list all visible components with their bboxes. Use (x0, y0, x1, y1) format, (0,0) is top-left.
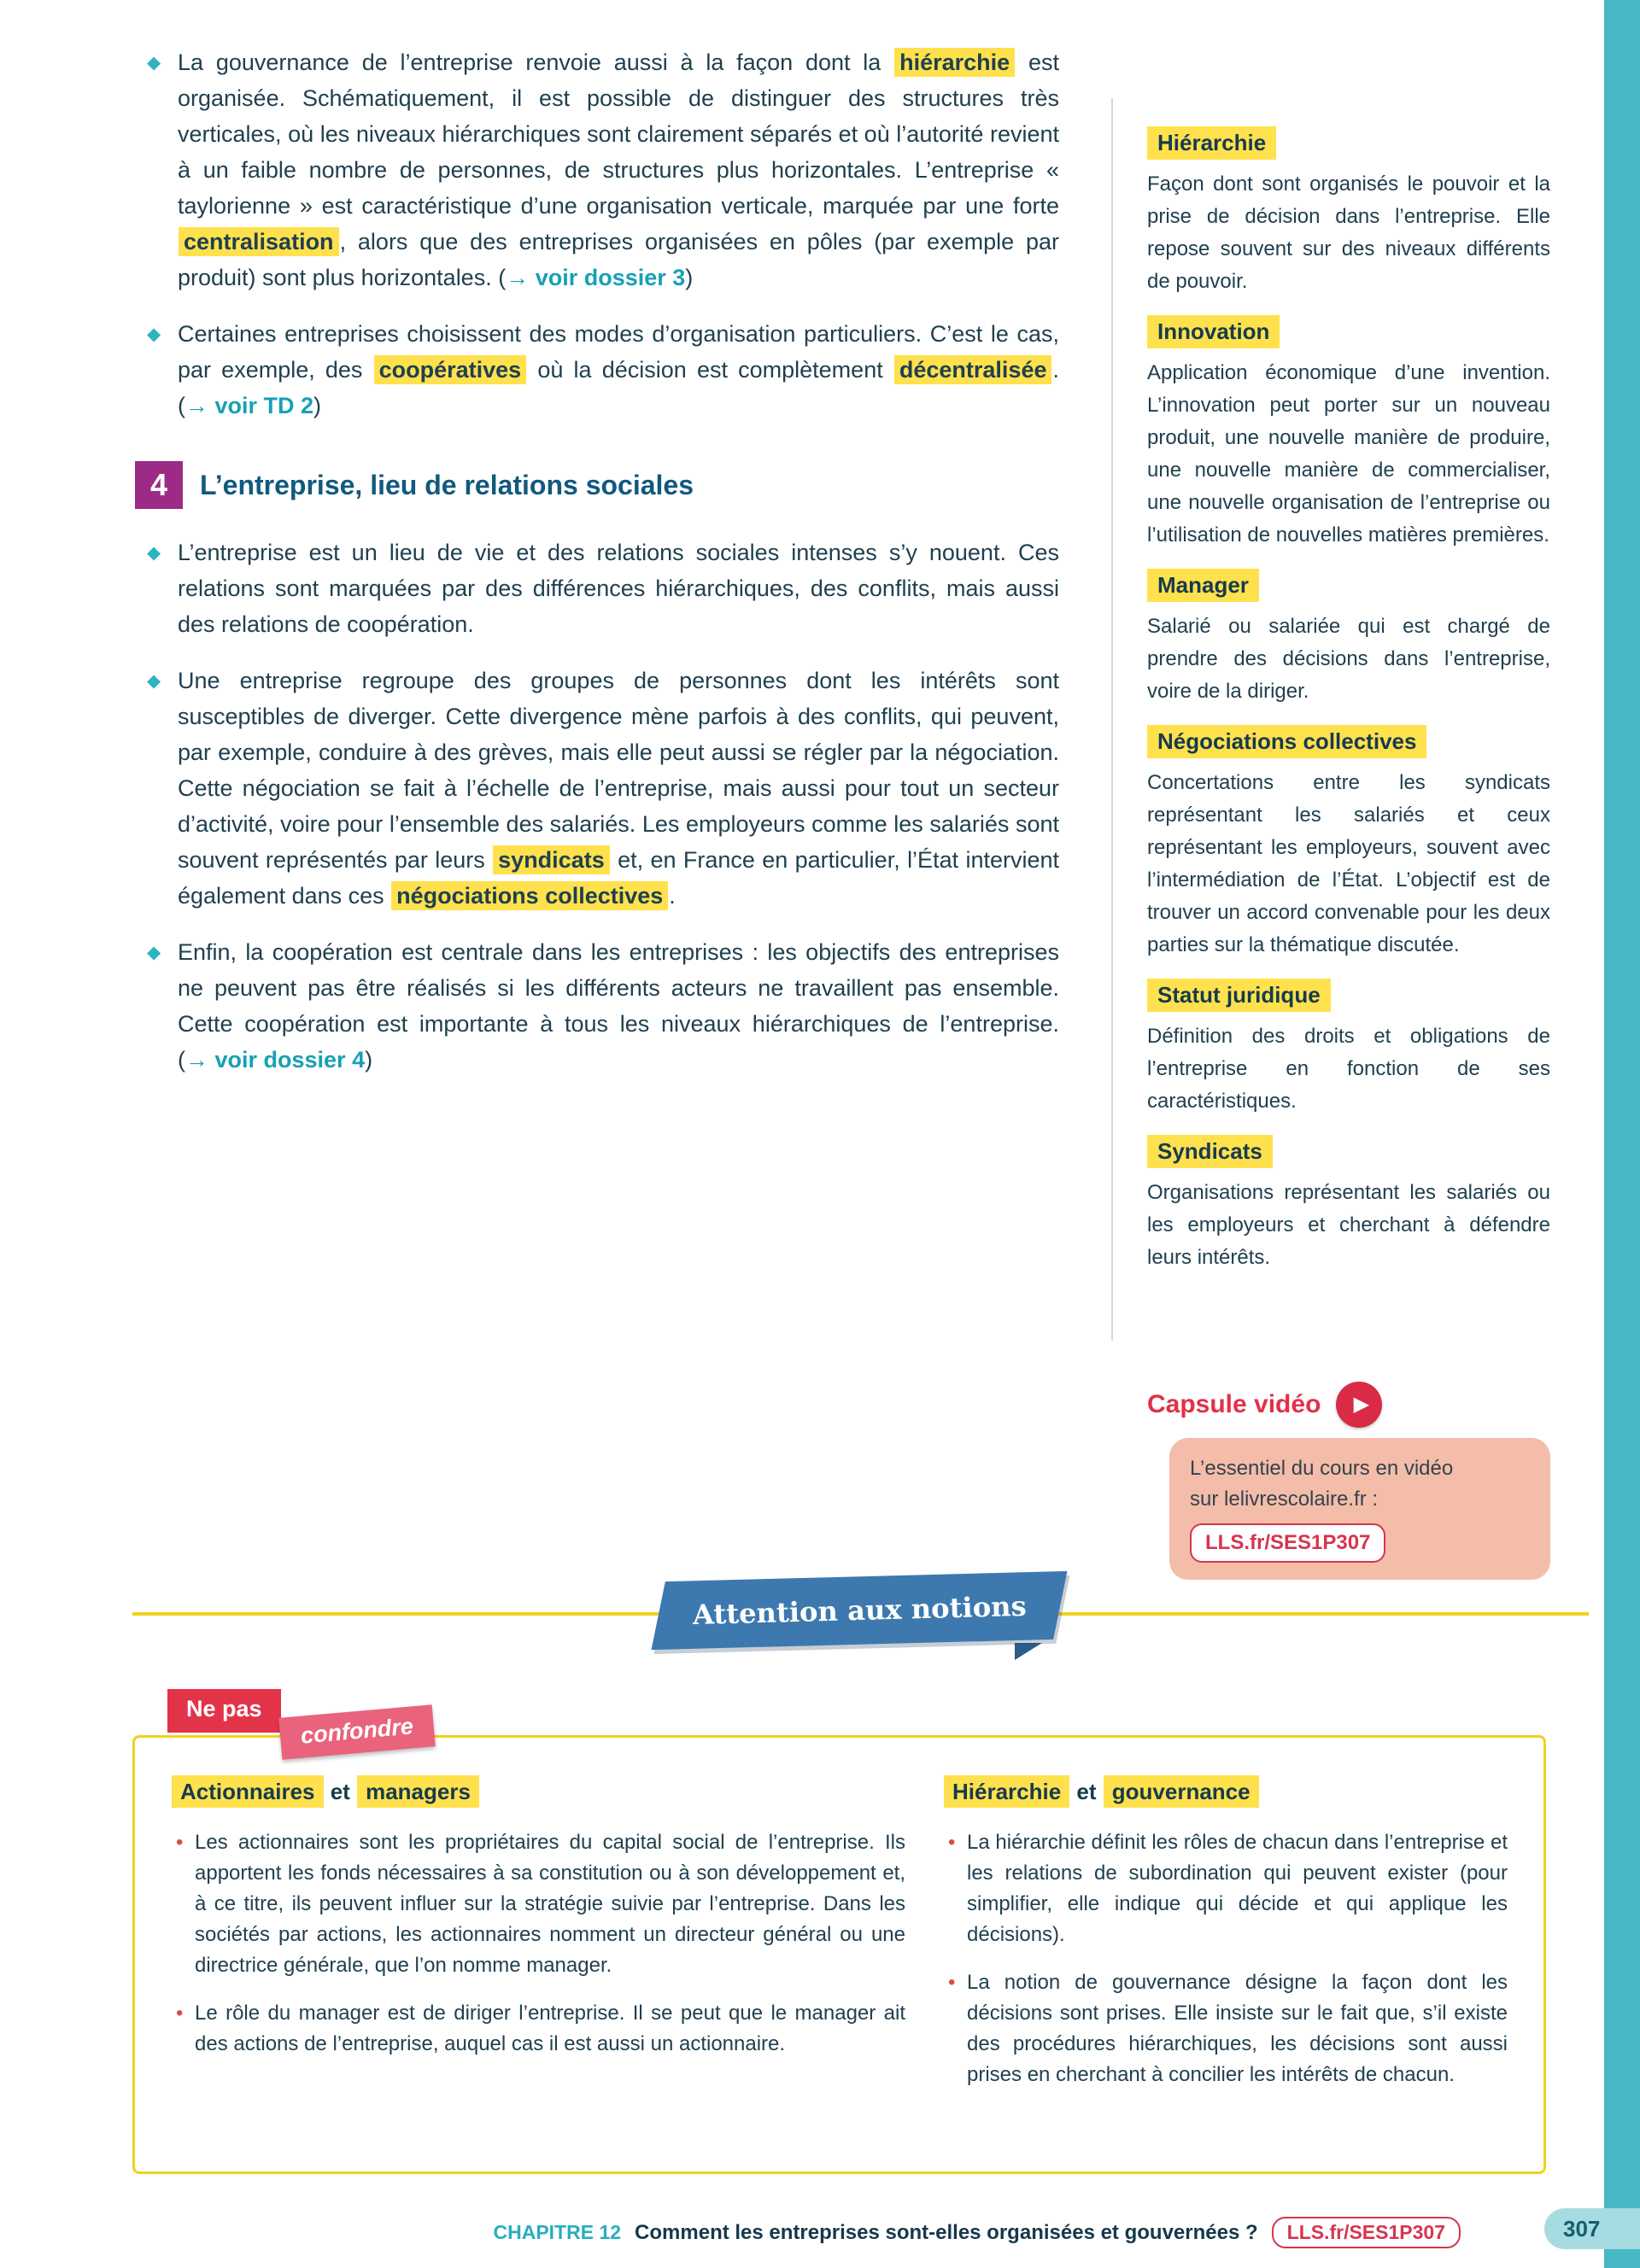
highlighted-term-cooperatives: coopératives (374, 355, 527, 384)
chapter-title: Comment les entreprises sont-elles organisées et gouvernées ? (635, 2220, 1258, 2244)
highlighted-term-decentralisee: décentralisée (894, 355, 1052, 384)
highlighted-term-negociations: négociations collectives (391, 881, 668, 910)
list-item (171, 1998, 905, 2060)
cross-reference-link-dossier4[interactable]: → voir dossier 4 (185, 1047, 366, 1073)
definition-text: Application économique d’une invention. L’innovation peut porter sur un nouveau produit, une nouvelle manière de produire, une nouvelle manière de commercialiser, une nouvelle organisation de l’entreprise ou l’utilisation de nouvelles matières premières. (1147, 361, 1550, 547)
ribbon-ne-pas: Ne pas (167, 1689, 281, 1733)
text-run: ) (365, 1047, 373, 1073)
text-run: L’entreprise est un lieu de vie et des relations sociales intenses s’y nouent. Ces relations sont marquées par des différences hiérarchiques, des conflits, mais aussi des relations de coopération. (178, 540, 1059, 637)
list-item-text: Le rôle du manager est de diriger l’entreprise. Il se peut que le manager ait des actions de l’entreprise, auquel cas il est aussi un actionnaire. (195, 2002, 905, 2055)
diamond-bullet-icon: ◆ (147, 324, 161, 344)
definition-statut-juridique (1147, 962, 1550, 1118)
section-title: L’entreprise, lieu de relations sociales (200, 469, 694, 500)
ne-pas-confondre-box (132, 1735, 1546, 2174)
definition-term: Manager (1147, 569, 1259, 602)
bullet-dot-icon: • (176, 2002, 184, 2025)
column-divider (1111, 98, 1113, 1341)
highlighted-term-actionnaires: Actionnaires (172, 1775, 324, 1808)
list-item (943, 1967, 1508, 2090)
definition-manager (1147, 552, 1550, 708)
course-main-column (145, 44, 1059, 1098)
highlighted-term-syndicats: syndicats (493, 845, 610, 874)
course-paragraph-cooperation (145, 934, 1059, 1078)
definition-term: Innovation (1147, 315, 1280, 348)
text-run: Certaines entreprises choisissent des modes d’organisation particuliers. C’est le cas, par exemple, des (178, 321, 1059, 383)
diamond-bullet-icon: ◆ (147, 543, 161, 563)
play-icon: ▶ (1353, 1393, 1370, 1416)
footer-link-code[interactable]: LLS.fr/SES1P307 (1272, 2217, 1461, 2248)
text-run: est organisée. Schématiquement, il est possible de distinguer des structures très verticales, où les niveaux hiérarchiques sont clairement séparés et où l’autorité revient à un faible nombre de personnes, de structures plus horizontales. L’entreprise « taylorienne » est caractéristique d’une organisation verticale, marquée par une forte (178, 50, 1059, 219)
attention-notions-banner (651, 1571, 1067, 1650)
bullet-dot-icon: • (948, 1971, 956, 1994)
definition-text: Définition des droits et obligations de l’entreprise en fonction de ses caractéristiques. (1147, 1025, 1550, 1113)
definition-innovation (1147, 298, 1550, 552)
text-run: La gouvernance de l’entreprise renvoie aussi à la façon dont la (178, 50, 894, 75)
text-run: ) (685, 265, 694, 290)
definition-text: Salarié ou salariée qui est chargé de prendre des décisions dans l’entreprise, voire de la diriger. (1147, 615, 1550, 703)
definition-hierarchie (1147, 113, 1550, 298)
video-link-code[interactable]: LLS.fr/SES1P307 (1190, 1523, 1385, 1563)
video-text-line2: sur lelivrescolaire.fr : (1190, 1488, 1379, 1511)
list-item-text: La hiérarchie définit les rôles de chacun dans l’entreprise et les relations de subordination qui peuvent exister (pour simplifier, elle indique qui décide et qui applique les décisions). (967, 1831, 1508, 1946)
definition-term: Hiérarchie (1147, 126, 1276, 160)
definition-text: Organisations représentant les salariés ou les employeurs et cherchant à défendre leurs intérêts. (1147, 1181, 1550, 1269)
definition-syndicats (1147, 1118, 1550, 1274)
cross-reference-link-td2[interactable]: → voir TD 2 (185, 393, 314, 418)
text-run: Enfin, la coopération est centrale dans les entreprises : les objectifs des entreprises ne peuvent pas être réalisés si les différents acteurs ne travaillent pas ensemble. Cette coopération est importante à tous les niveaux hiérarchiques de l’entreprise. ( (178, 939, 1059, 1073)
list-item (943, 1827, 1508, 1950)
list-item-text: La notion de gouvernance désigne la façon dont les décisions sont prises. Elle insiste sur le fait que, s’il existe des procédures hiérarchiques, les décisions sont aussi prises en cherchant à concilier les intérêts de chacun. (967, 1971, 1508, 2086)
diamond-bullet-icon: ◆ (147, 671, 161, 691)
video-capsule (1147, 1382, 1550, 1580)
highlighted-term-centralisation: centralisation (179, 227, 339, 256)
ribbon-confondre: confondre (278, 1704, 436, 1760)
page-footer (494, 2217, 1461, 2248)
highlighted-term-managers: managers (357, 1775, 479, 1808)
definition-term: Négociations collectives (1147, 725, 1426, 758)
diamond-bullet-icon: ◆ (147, 943, 161, 962)
text-run: , alors que des entreprises organisées en pôles (par exemple par produit) sont plus horizontales. ( (178, 229, 1059, 290)
definition-term: Statut juridique (1147, 979, 1331, 1012)
list-item-text: Les actionnaires sont les propriétaires du capital social de l’entreprise. Ils apportent les fonds nécessaires à sa constitution ou à son développement et, à ce titre, ils peuvent influer sur la stratégie suivie par l’entreprise. Dans les sociétés par actions, les actionnaires nomment un directeur général ou une directrice générale, que l’on nomme manager. (195, 1831, 905, 1977)
attention-notions-banner-label: Attention aux notions (692, 1590, 1027, 1631)
cross-reference-link-dossier3[interactable]: → voir dossier 3 (506, 265, 686, 290)
list-item (171, 1827, 905, 1981)
bullet-dot-icon: • (176, 1831, 184, 1854)
bullet-dot-icon: • (948, 1831, 956, 1854)
definitions-sidebar (1147, 113, 1550, 1274)
text-run: Une entreprise regroupe des groupes de personnes dont les intérêts sont susceptibles de diverger. Cette divergence mène parfois à des conflits, qui peuvent, par exemple, conduire à des grèves, mais elle peut aussi se régler par la négociation. Cette négociation se fait à l’échelle de l’entreprise, mais aussi pour tout un secteur d’activité, voire pour l’ensemble des salariés. Les employeurs comme les salariés sont souvent représentés par leurs (178, 668, 1059, 873)
course-paragraph-conflits (145, 663, 1059, 914)
diamond-bullet-icon: ◆ (147, 53, 161, 73)
text-run: et (324, 1779, 357, 1804)
play-button[interactable] (1336, 1382, 1382, 1428)
highlighted-term-hierarchie: Hiérarchie (944, 1775, 1069, 1808)
definition-term: Syndicats (1147, 1135, 1273, 1168)
video-description-box (1169, 1438, 1550, 1580)
text-run: ) (313, 393, 322, 418)
banner-fold (1015, 1643, 1042, 1660)
text-run: et (1070, 1779, 1103, 1804)
definition-text: Façon dont sont organisés le pouvoir et la prise de décision dans l’entreprise. Elle repose souvent sur des niveaux différents de pouvoir. (1147, 172, 1550, 293)
course-paragraph-relations (145, 535, 1059, 642)
notions-column-hierarchie-gouvernance (943, 1779, 1508, 2172)
video-text-line1: L’essentiel du cours en vidéo (1190, 1457, 1454, 1480)
text-run: où la décision est complètement (527, 357, 893, 383)
course-paragraph-governance (145, 44, 1059, 295)
notions-column-actionnaires-managers (171, 1779, 905, 2172)
definition-text: Concertations entre les syndicats représentant les salariés et ceux représentant les employeurs, souvent avec l’intermédiation de l’État. L’objectif est de trouver un accord convenable pour les deux parties sur la thématique discutée. (1147, 771, 1550, 956)
definition-negociations-collectives (1147, 708, 1550, 962)
video-capsule-header (1147, 1382, 1550, 1428)
video-capsule-title: Capsule vidéo (1147, 1390, 1321, 1418)
highlighted-term-gouvernance: gouvernance (1104, 1775, 1259, 1808)
notions-column-heading (943, 1779, 1508, 1805)
section-number-badge: 4 (135, 461, 183, 509)
text-run: . ( (178, 357, 1059, 418)
page-number: 307 (1544, 2208, 1640, 2249)
notions-column-heading (171, 1779, 905, 1805)
highlighted-term-hierarchie: hiérarchie (894, 48, 1015, 77)
text-run: . (669, 883, 676, 909)
chapter-label: CHAPITRE 12 (493, 2221, 622, 2243)
course-paragraph-cooperatives (145, 316, 1059, 424)
text-run: et, en France en particulier, l’État intervient également dans ces (178, 847, 1060, 909)
page-edge-strip (1604, 0, 1640, 2268)
section-4-heading (135, 461, 1059, 509)
